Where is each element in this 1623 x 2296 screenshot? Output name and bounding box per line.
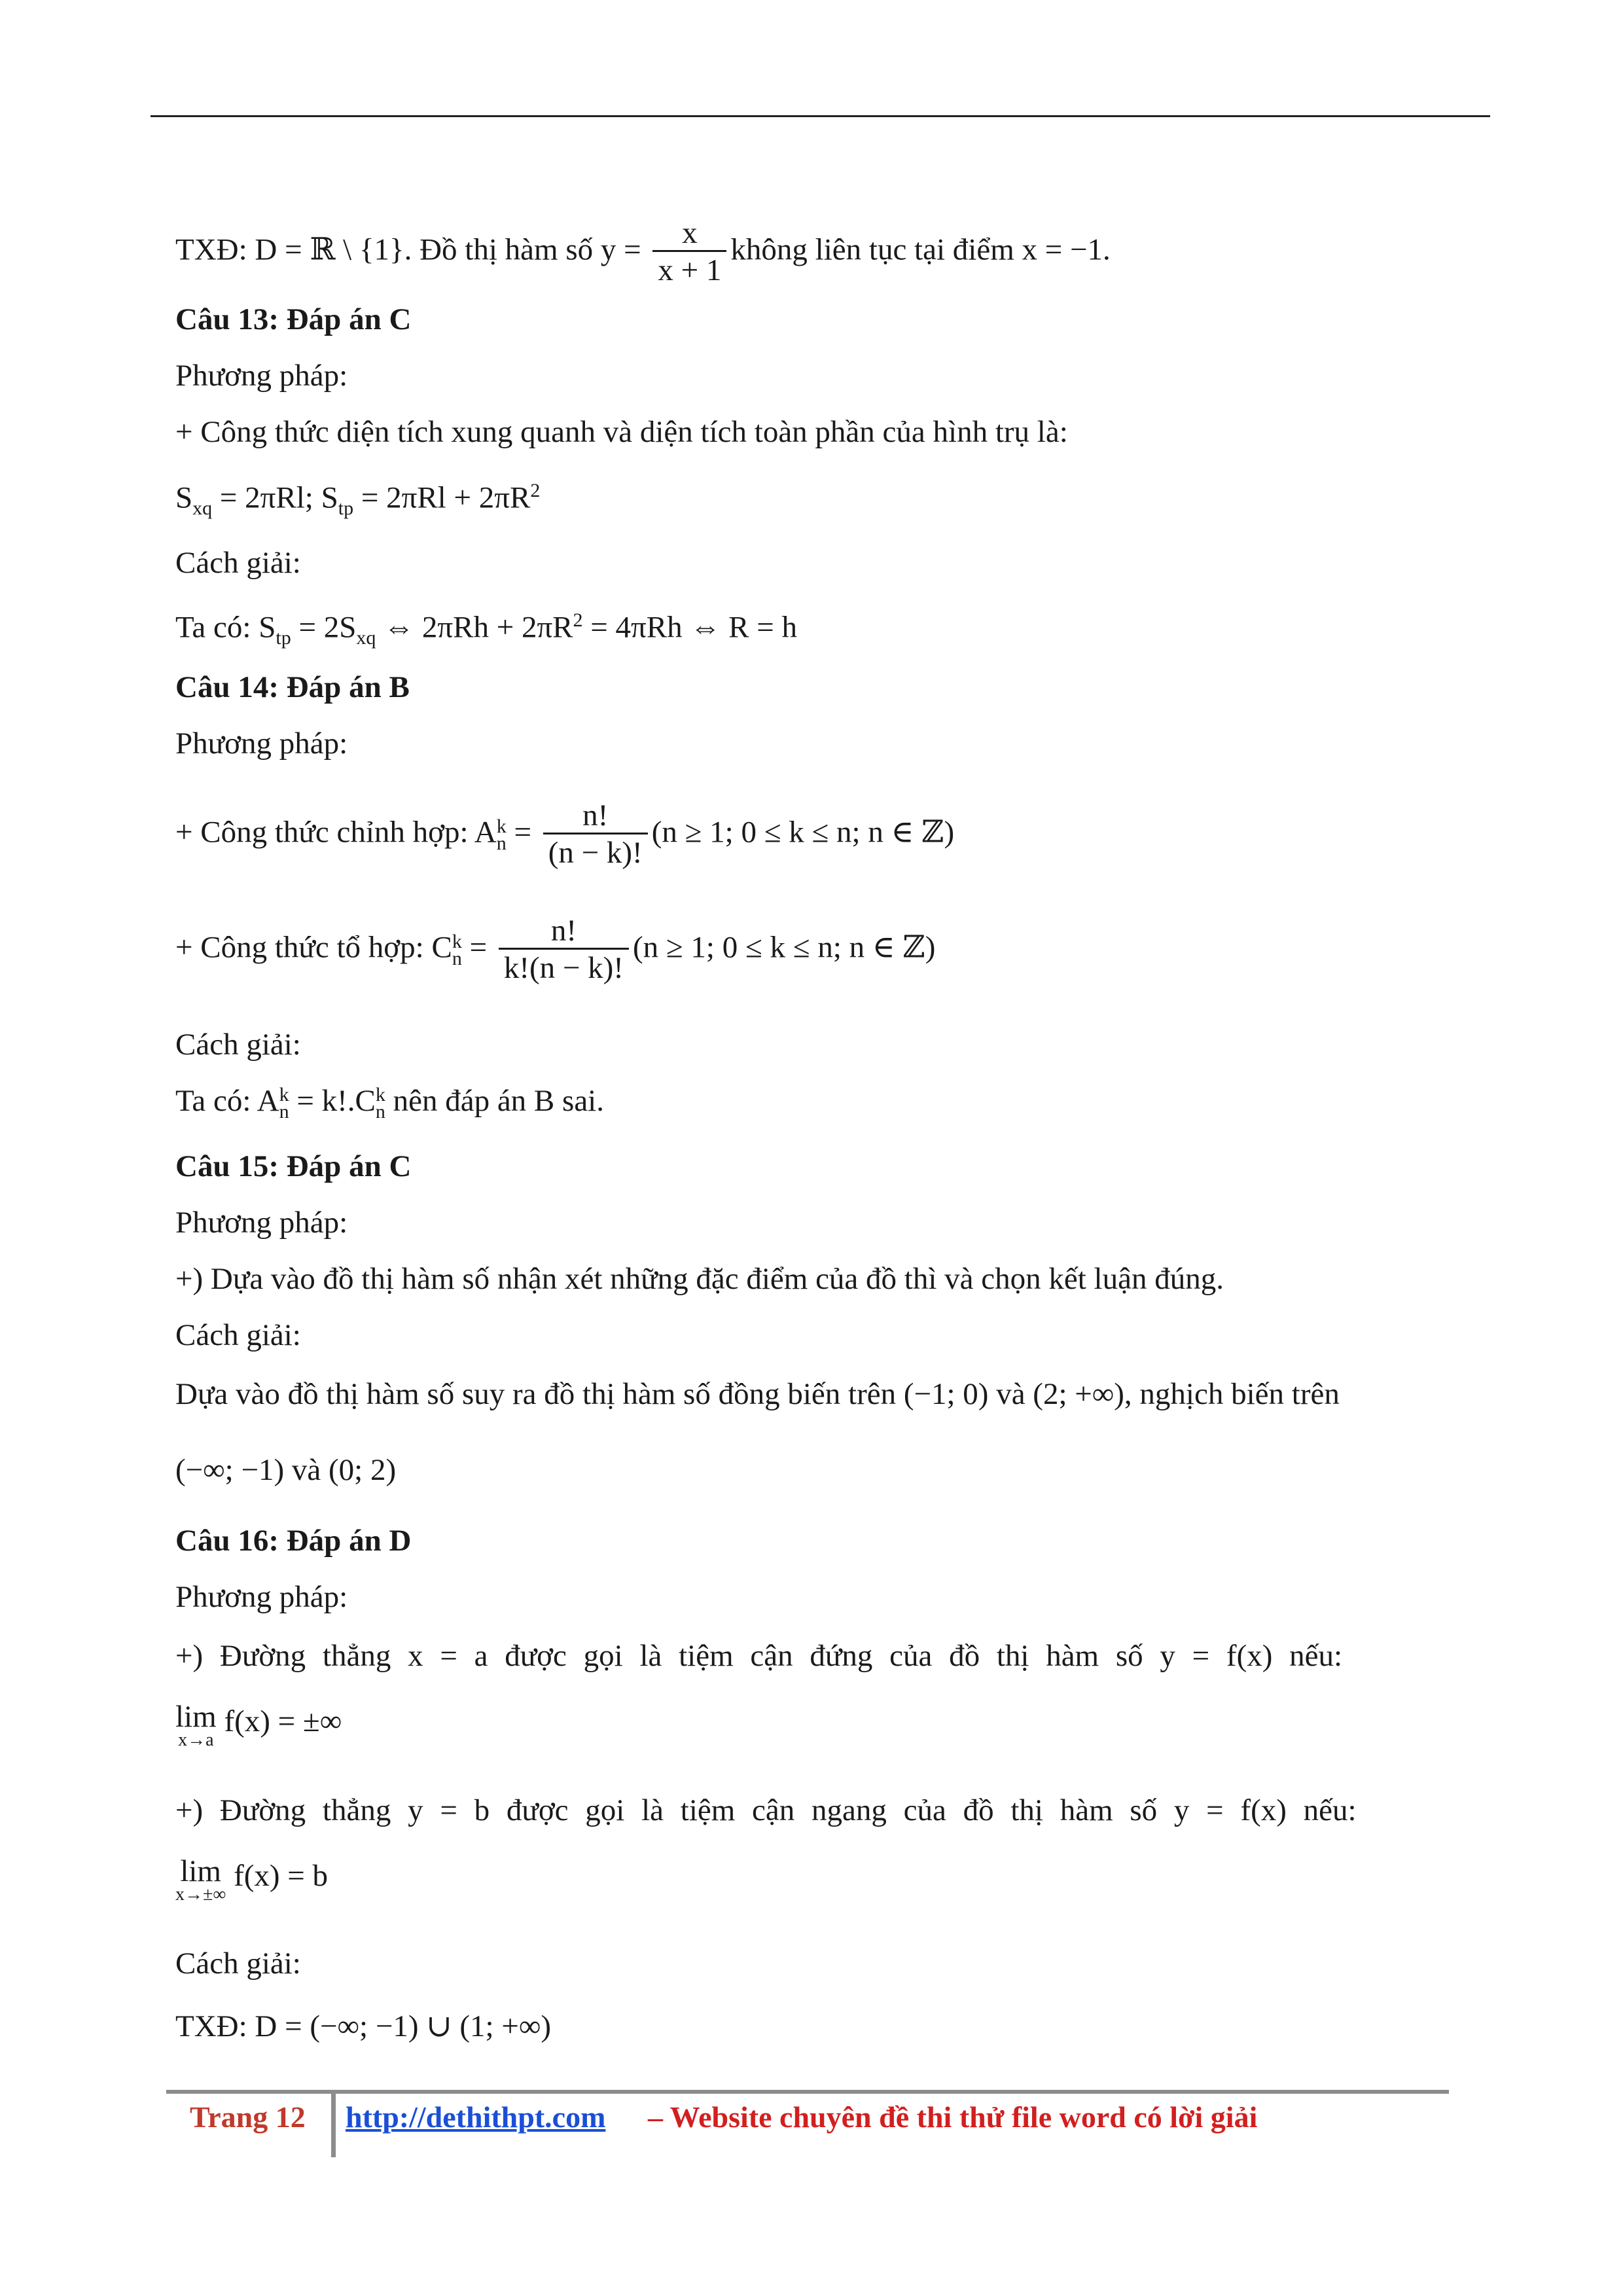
fraction-x-over-x-plus-1: $\frac{x}{x + 1}$ [652, 216, 726, 289]
label-cach-giai-14: Cách giải: [175, 1028, 301, 1062]
text-vertical-asymptote: +) Đường thẳng x = a được gọi là tiệm cận đứng của đồ thị hàm số y = f(x) nếu: [175, 1639, 1343, 1673]
text-horizontal-asymptote: +) Đường thẳng y = b được gọi là tiệm cận ngang của đồ thị hàm số y = f(x) nếu: [175, 1793, 1357, 1827]
formula-cylinder-area: $S_{xq} = 2\pi Rl$; $S_{tp} = 2\pi Rl + 2\pi R^2$ [175, 480, 541, 520]
text-solution-16: TXĐ: D = (−∞; −1) ∪ (1; +∞) [175, 2009, 551, 2043]
line-txd-domain: TXĐ: D = ℝ \ {1}. Đồ thị hàm số y = $\frac{x}{x + 1}$ không liên tục tại điểm x = −1. [175, 216, 1111, 287]
text-solution-15-line2: (−∞; −1) và (0; 2) [175, 1453, 397, 1487]
fraction-combination: $\frac{n!}{k!(n - k)!}$ [499, 914, 629, 986]
formula-limit-vertical: lim x→a f(x) = ±∞ [175, 1700, 342, 1750]
header-rule [151, 115, 1490, 117]
text-solution-14: Ta có: A k n = k!.C k n nên đáp án B sai. [175, 1084, 604, 1123]
text-solution-15-line1: Dựa vào đồ thị hàm số suy ra đồ thị hàm số đồng biến trên (−1; 0) và (2; +∞), nghịch biến trên [175, 1377, 1340, 1411]
label-phuong-phap-14: Phương pháp: [175, 726, 348, 761]
footer-divider [331, 2093, 336, 2157]
formula-to-hop: + Công thức tổ hợp: C k n = $\frac{n!}{k!(n - k)!}$ (n ≥ 1; 0 ≤ k ≤ n; n ∈ ℤ) [175, 914, 936, 985]
formula-limit-horizontal: lim x→±∞ f(x) = b [175, 1854, 329, 1905]
formula-chinh-hop: + Công thức chỉnh hợp: A k n = $\frac{n!}{(n - k)!}$ (n ≥ 1; 0 ≤ k ≤ n; n ∈ ℤ) [175, 798, 955, 870]
heading-cau-15: Câu 15: Đáp án C [175, 1149, 412, 1183]
fraction-arrangement: $\frac{n!}{(n - k)!}$ [543, 798, 648, 871]
label-cach-giai-16: Cách giải: [175, 1946, 301, 1981]
footer-website-link[interactable]: http://dethithpt.com [346, 2100, 606, 2134]
label-phuong-phap-15: Phương pháp: [175, 1206, 348, 1240]
footer-rule [166, 2090, 1449, 2094]
heading-cau-16: Câu 16: Đáp án D [175, 1524, 412, 1558]
text-formula-intro-13: + Công thức diện tích xung quanh và diện tích toàn phần của hình trụ là: [175, 415, 1068, 449]
heading-cau-14: Câu 14: Đáp án B [175, 670, 410, 704]
text-method-15: +) Dựa vào đồ thị hàm số nhận xét những đặc điểm của đồ thì và chọn kết luận đúng. [175, 1262, 1224, 1296]
label-phuong-phap-16: Phương pháp: [175, 1580, 348, 1614]
footer-page-number: Trang 12 [190, 2100, 306, 2134]
heading-cau-13: Câu 13: Đáp án C [175, 302, 412, 336]
footer-tagline: – Website chuyên đề thi thử file word có lời giải [648, 2100, 1258, 2134]
label-cach-giai-13: Cách giải: [175, 546, 301, 580]
label-phuong-phap-13: Phương pháp: [175, 359, 348, 393]
label-cach-giai-15: Cách giải: [175, 1318, 301, 1352]
text-solution-13: Ta có: $S_{tp} = 2S_{xq}$ ⇔ $2\pi Rh + 2\pi R^2 = 4\pi Rh$ ⇔ R = h [175, 609, 797, 649]
